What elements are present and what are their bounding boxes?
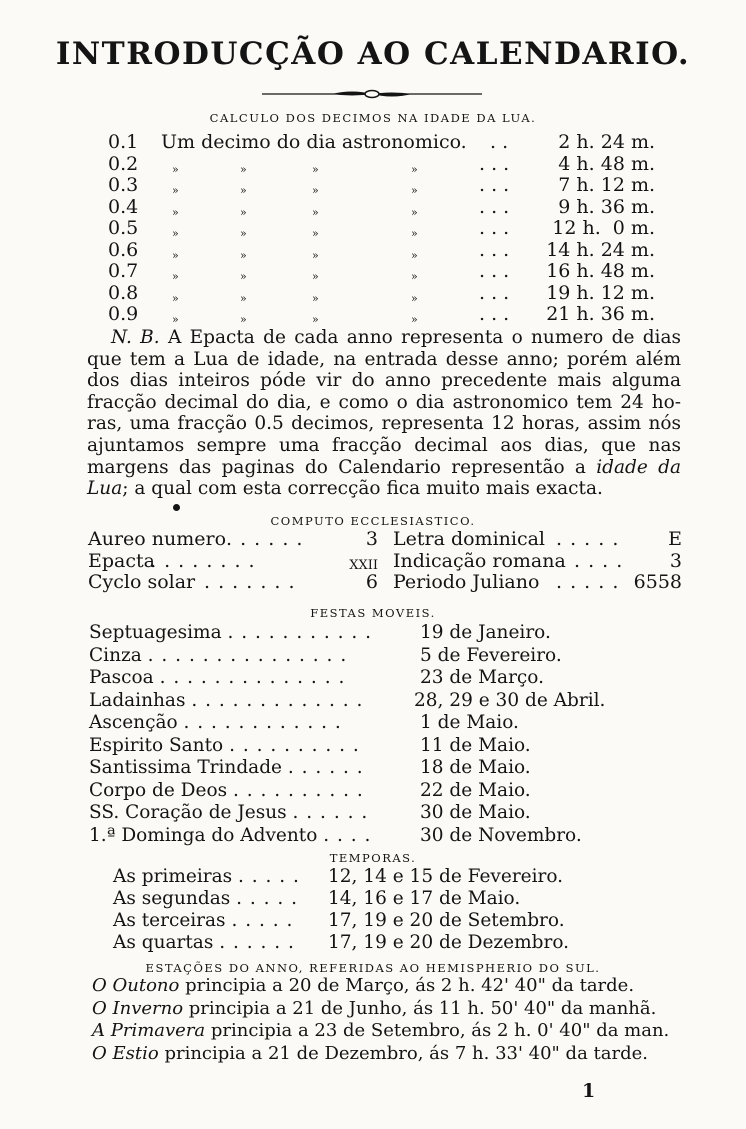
season-tail: da tarde. (559, 1042, 648, 1064)
festa-name: Septuagesima (89, 622, 222, 643)
tempora-name: As terceiras (113, 910, 226, 931)
note-line: ajuntamos sempre uma fracção decimal aos dias, que nas (87, 434, 681, 456)
season-name: Primavera (110, 1020, 206, 1041)
tempora-name: As segundas (113, 888, 231, 909)
festa-name: Cinza (89, 644, 142, 666)
computo-right-value: 3 (669, 549, 682, 572)
bullet-mark (173, 504, 180, 511)
ditto-mark: » (172, 162, 179, 176)
ditto-mark: » (411, 184, 418, 197)
ditto-mark: » (172, 248, 179, 262)
tempora-date: 17, 19 e 20 de Dezembro. (328, 932, 570, 953)
ditto-mark: » (172, 313, 179, 326)
computo-right-value: E (668, 528, 682, 550)
tempora-name: As primeiras (113, 866, 233, 887)
computo-left-dots: . . . . . . . . (150, 549, 256, 572)
ditto-mark: » (312, 184, 319, 197)
season-row (92, 975, 634, 996)
season-time: 7 h. 33' 40" (454, 1042, 560, 1064)
festa-name: Corpo de Deos (89, 779, 228, 801)
festa-row (89, 802, 368, 823)
season-time: 2 h. 42' 40" (440, 975, 546, 996)
note-line: N. B. A Epacta de cada anno representa o numero de dias (87, 327, 681, 349)
season-name: Outono (112, 975, 180, 996)
festa-row (89, 735, 360, 756)
decimal-dots: . . . (479, 281, 510, 304)
decimal-time: 14 h. 24 m. (546, 238, 655, 261)
decimal-time: 21 h. 36 m. (546, 303, 655, 325)
ditto-mark: » (240, 162, 247, 176)
ditto-mark: » (312, 291, 319, 305)
decimal-value: 0.7 (108, 260, 139, 282)
season-initial: O (92, 997, 107, 1019)
temporas-heading: TEMPORAS. (329, 851, 417, 865)
computo-right-label: Indicação romana (393, 549, 566, 572)
decimal-time: 7 h. 12 m. (558, 174, 655, 196)
decimal-time: 2 h. 24 m. (558, 131, 655, 153)
computo-right-label: Letra dominical (393, 528, 545, 550)
decimal-dots: . . (490, 131, 509, 153)
festa-row (89, 667, 345, 688)
computo-left-label: Epacta (88, 549, 155, 572)
tempora-date: 12, 14 e 15 de Fevereiro. (328, 866, 564, 887)
tempora-row (113, 888, 298, 909)
tempora-date: 14, 16 e 17 de Maio. (328, 888, 521, 909)
tempora-dots: . . . . . (238, 866, 300, 887)
ditto-mark: » (172, 291, 179, 305)
decimal-time: 9 h. 36 m. (558, 195, 655, 218)
computo-right-dots: . . . . (574, 549, 624, 572)
season-text: principia a 21 de Junho, ás (183, 997, 439, 1019)
decimal-dots: . . . (479, 174, 510, 196)
computo-right-value: 6558 (633, 571, 682, 593)
ditto-mark: » (172, 270, 179, 283)
festa-row (89, 622, 372, 643)
season-name: Inverno (112, 997, 184, 1019)
computo-heading: COMPUTO ECCLESIASTICO. (270, 514, 476, 528)
festa-date: 11 de Maio. (420, 734, 531, 756)
festa-name: Pascoa (89, 667, 154, 688)
ditto-mark: » (312, 313, 319, 326)
decimal-value: 0.9 (108, 303, 139, 325)
season-initial: A (92, 1020, 105, 1041)
divider-ornament (262, 88, 482, 100)
festa-dots: . . . . . . . . . . (232, 779, 364, 801)
ditto-mark: » (312, 270, 319, 283)
decimal-time: 12 h. 0 m. (552, 217, 655, 239)
festa-dots: . . . . . . . . . . . . . (191, 689, 364, 711)
festa-date: 19 de Janeiro. (420, 622, 551, 643)
festa-row (89, 757, 364, 778)
ditto-mark: » (172, 184, 179, 197)
note-line: margens das paginas do Calendario representão a idade da (87, 456, 681, 478)
festa-name: 1.ª Dominga do Advento (89, 824, 318, 846)
season-time: 2 h. 0' 40" (496, 1020, 591, 1041)
season-tail: da man. (590, 1020, 670, 1041)
ditto-mark: » (411, 291, 418, 305)
ditto-mark: » (312, 162, 319, 176)
ditto-mark: » (240, 313, 247, 326)
ditto-mark: » (411, 205, 418, 219)
ditto-mark: » (240, 205, 247, 219)
ditto-mark: » (411, 227, 418, 240)
note-idade: idade da (596, 456, 681, 478)
computo-left-dots: . . . . . . (226, 528, 304, 550)
tempora-row (113, 910, 293, 931)
festa-date: 5 de Fevereiro. (420, 644, 562, 666)
decimal-value: 0.5 (108, 217, 139, 239)
festa-date: 18 de Maio. (420, 757, 531, 778)
decimal-dots: . . . (479, 303, 510, 325)
festa-dots: . . . . . . . . . . . . . . (159, 667, 346, 688)
festa-date: 30 de Maio. (420, 802, 531, 823)
tempora-dots: . . . . . (236, 888, 299, 909)
computo-left-label: Aureo numero (88, 528, 227, 550)
estacoes-heading: ESTAÇÕES DO ANNO, REFERIDAS AO HEMISPHERIO DO SUL. (145, 961, 601, 975)
festa-dots: . . . . . . (287, 757, 364, 778)
decimal-time: 19 h. 12 m. (546, 281, 655, 304)
ditto-mark: » (312, 205, 319, 219)
festa-dots: . . . . . . . . . . . (227, 622, 373, 643)
decimal-dots: . . . (479, 260, 510, 282)
computo-right-dots: . . . . . (556, 571, 620, 593)
festa-dots: . . . . . . . . . . . . (183, 712, 342, 733)
season-row (92, 1020, 669, 1041)
computo-left-value: 6 (365, 571, 378, 593)
festa-name: Espirito Santo (89, 734, 224, 756)
decimal-value: 0.1 (108, 131, 139, 153)
ditto-mark: » (172, 227, 179, 240)
ditto-mark: » (240, 291, 247, 305)
festas-heading: FESTAS MOVEIS. (310, 606, 436, 620)
season-text: principia a 21 de Dezembro, ás (158, 1042, 455, 1064)
season-initial: O (92, 975, 107, 996)
ditto-mark: » (240, 248, 247, 262)
festa-row (89, 780, 364, 801)
page-title: INTRODUCÇÃO AO CALENDARIO. (55, 36, 691, 72)
note-line: que tem a Lua de idade, na entrada desse anno; porém além (87, 348, 681, 370)
ditto-mark: » (411, 162, 418, 176)
festa-date: 28, 29 e 30 de Abril. (414, 689, 606, 711)
ditto-mark: » (411, 248, 418, 262)
tempora-row (113, 866, 300, 887)
decimal-value: 0.4 (108, 195, 139, 218)
ditto-mark: » (411, 313, 418, 326)
season-text: principia a 23 de Setembro, ás (205, 1020, 497, 1041)
page-number: 1 (582, 1080, 596, 1102)
festa-date: 30 de Novembro. (420, 824, 582, 846)
computo-left-value: XXII (349, 557, 378, 573)
ditto-mark: » (411, 270, 418, 283)
festa-name: Ascenção (89, 712, 178, 733)
decimal-value: 0.3 (108, 174, 139, 196)
note-lua: Lua (87, 478, 123, 500)
tempora-dots: . . . . . (231, 910, 294, 931)
season-tail: da manhã. (555, 997, 657, 1019)
tempora-dots: . . . . . . (219, 932, 295, 953)
decimal-first-label: Um decimo do dia astronomico. (161, 131, 467, 153)
tempora-name: As quartas (113, 932, 214, 953)
season-time: 11 h. 50' 40" (438, 997, 556, 1019)
note-line: fracção decimal do dia, e como o dia astronomico tem 24 ho- (87, 391, 681, 413)
season-initial: O (92, 1042, 107, 1064)
festa-row (89, 712, 342, 733)
decimal-dots: . . . (479, 195, 510, 218)
decimals-heading: CALCULO DOS DECIMOS NA IDADE DA LUA. (209, 111, 537, 125)
festa-dots: . . . . . . . . . . (229, 734, 360, 756)
ditto-mark: » (240, 184, 247, 197)
festa-row (89, 645, 347, 666)
note-line: Lua; a qual com esta correcção fica muito mais exacta. (87, 478, 603, 500)
computo-right-dots: . . . . . (556, 528, 620, 550)
tempora-date: 17, 19 e 20 de Setembro. (328, 910, 565, 931)
festa-name: Santissima Trindade (89, 757, 283, 778)
season-tail: da tarde. (545, 975, 635, 996)
festa-row (89, 690, 363, 711)
festa-date: 1 de Maio. (420, 712, 519, 733)
season-row (92, 1043, 648, 1064)
festa-dots: . . . . (323, 824, 372, 846)
computo-left-dots: . . . . . . . (204, 571, 296, 593)
festa-name: SS. Coração de Jesus (89, 802, 287, 823)
decimal-dots: . . . (479, 152, 510, 175)
festa-date: 23 de Março. (420, 667, 544, 688)
computo-right-label: Periodo Juliano (393, 571, 540, 593)
festa-dots: . . . . . . . . . . . . . . . (147, 644, 348, 666)
note-paragraph (87, 327, 681, 500)
computo-left-label: Cyclo solar (88, 571, 196, 593)
season-row (92, 998, 656, 1019)
ditto-mark: » (312, 248, 319, 262)
decimal-value: 0.2 (108, 152, 139, 175)
decimal-time: 16 h. 48 m. (546, 260, 655, 282)
season-text: principia a 20 de Março, ás (179, 975, 441, 996)
ditto-mark: » (172, 205, 179, 219)
decimal-time: 4 h. 48 m. (558, 152, 655, 175)
decimal-dots: . . . (479, 238, 510, 261)
festa-date: 22 de Maio. (420, 779, 531, 801)
note-nb: N. B. (111, 327, 160, 348)
note-line: dos dias inteiros póde vir do anno precedente mais alguma (87, 370, 681, 392)
ditto-mark: » (312, 227, 319, 240)
festa-name: Ladainhas (89, 689, 186, 711)
tempora-row (113, 932, 295, 953)
computo-left-value: 3 (365, 528, 378, 550)
note-line: ras, uma fracção 0.5 decimos, representa 12 horas, assim nós (87, 413, 681, 435)
festa-dots: . . . . . . (292, 802, 369, 823)
decimal-value: 0.8 (108, 281, 139, 304)
season-name: Estio (112, 1042, 159, 1064)
ditto-mark: » (240, 227, 247, 240)
festa-row (89, 825, 371, 846)
decimal-dots: . . . (479, 217, 510, 239)
ditto-mark: » (240, 270, 247, 283)
decimal-value: 0.6 (108, 238, 139, 261)
